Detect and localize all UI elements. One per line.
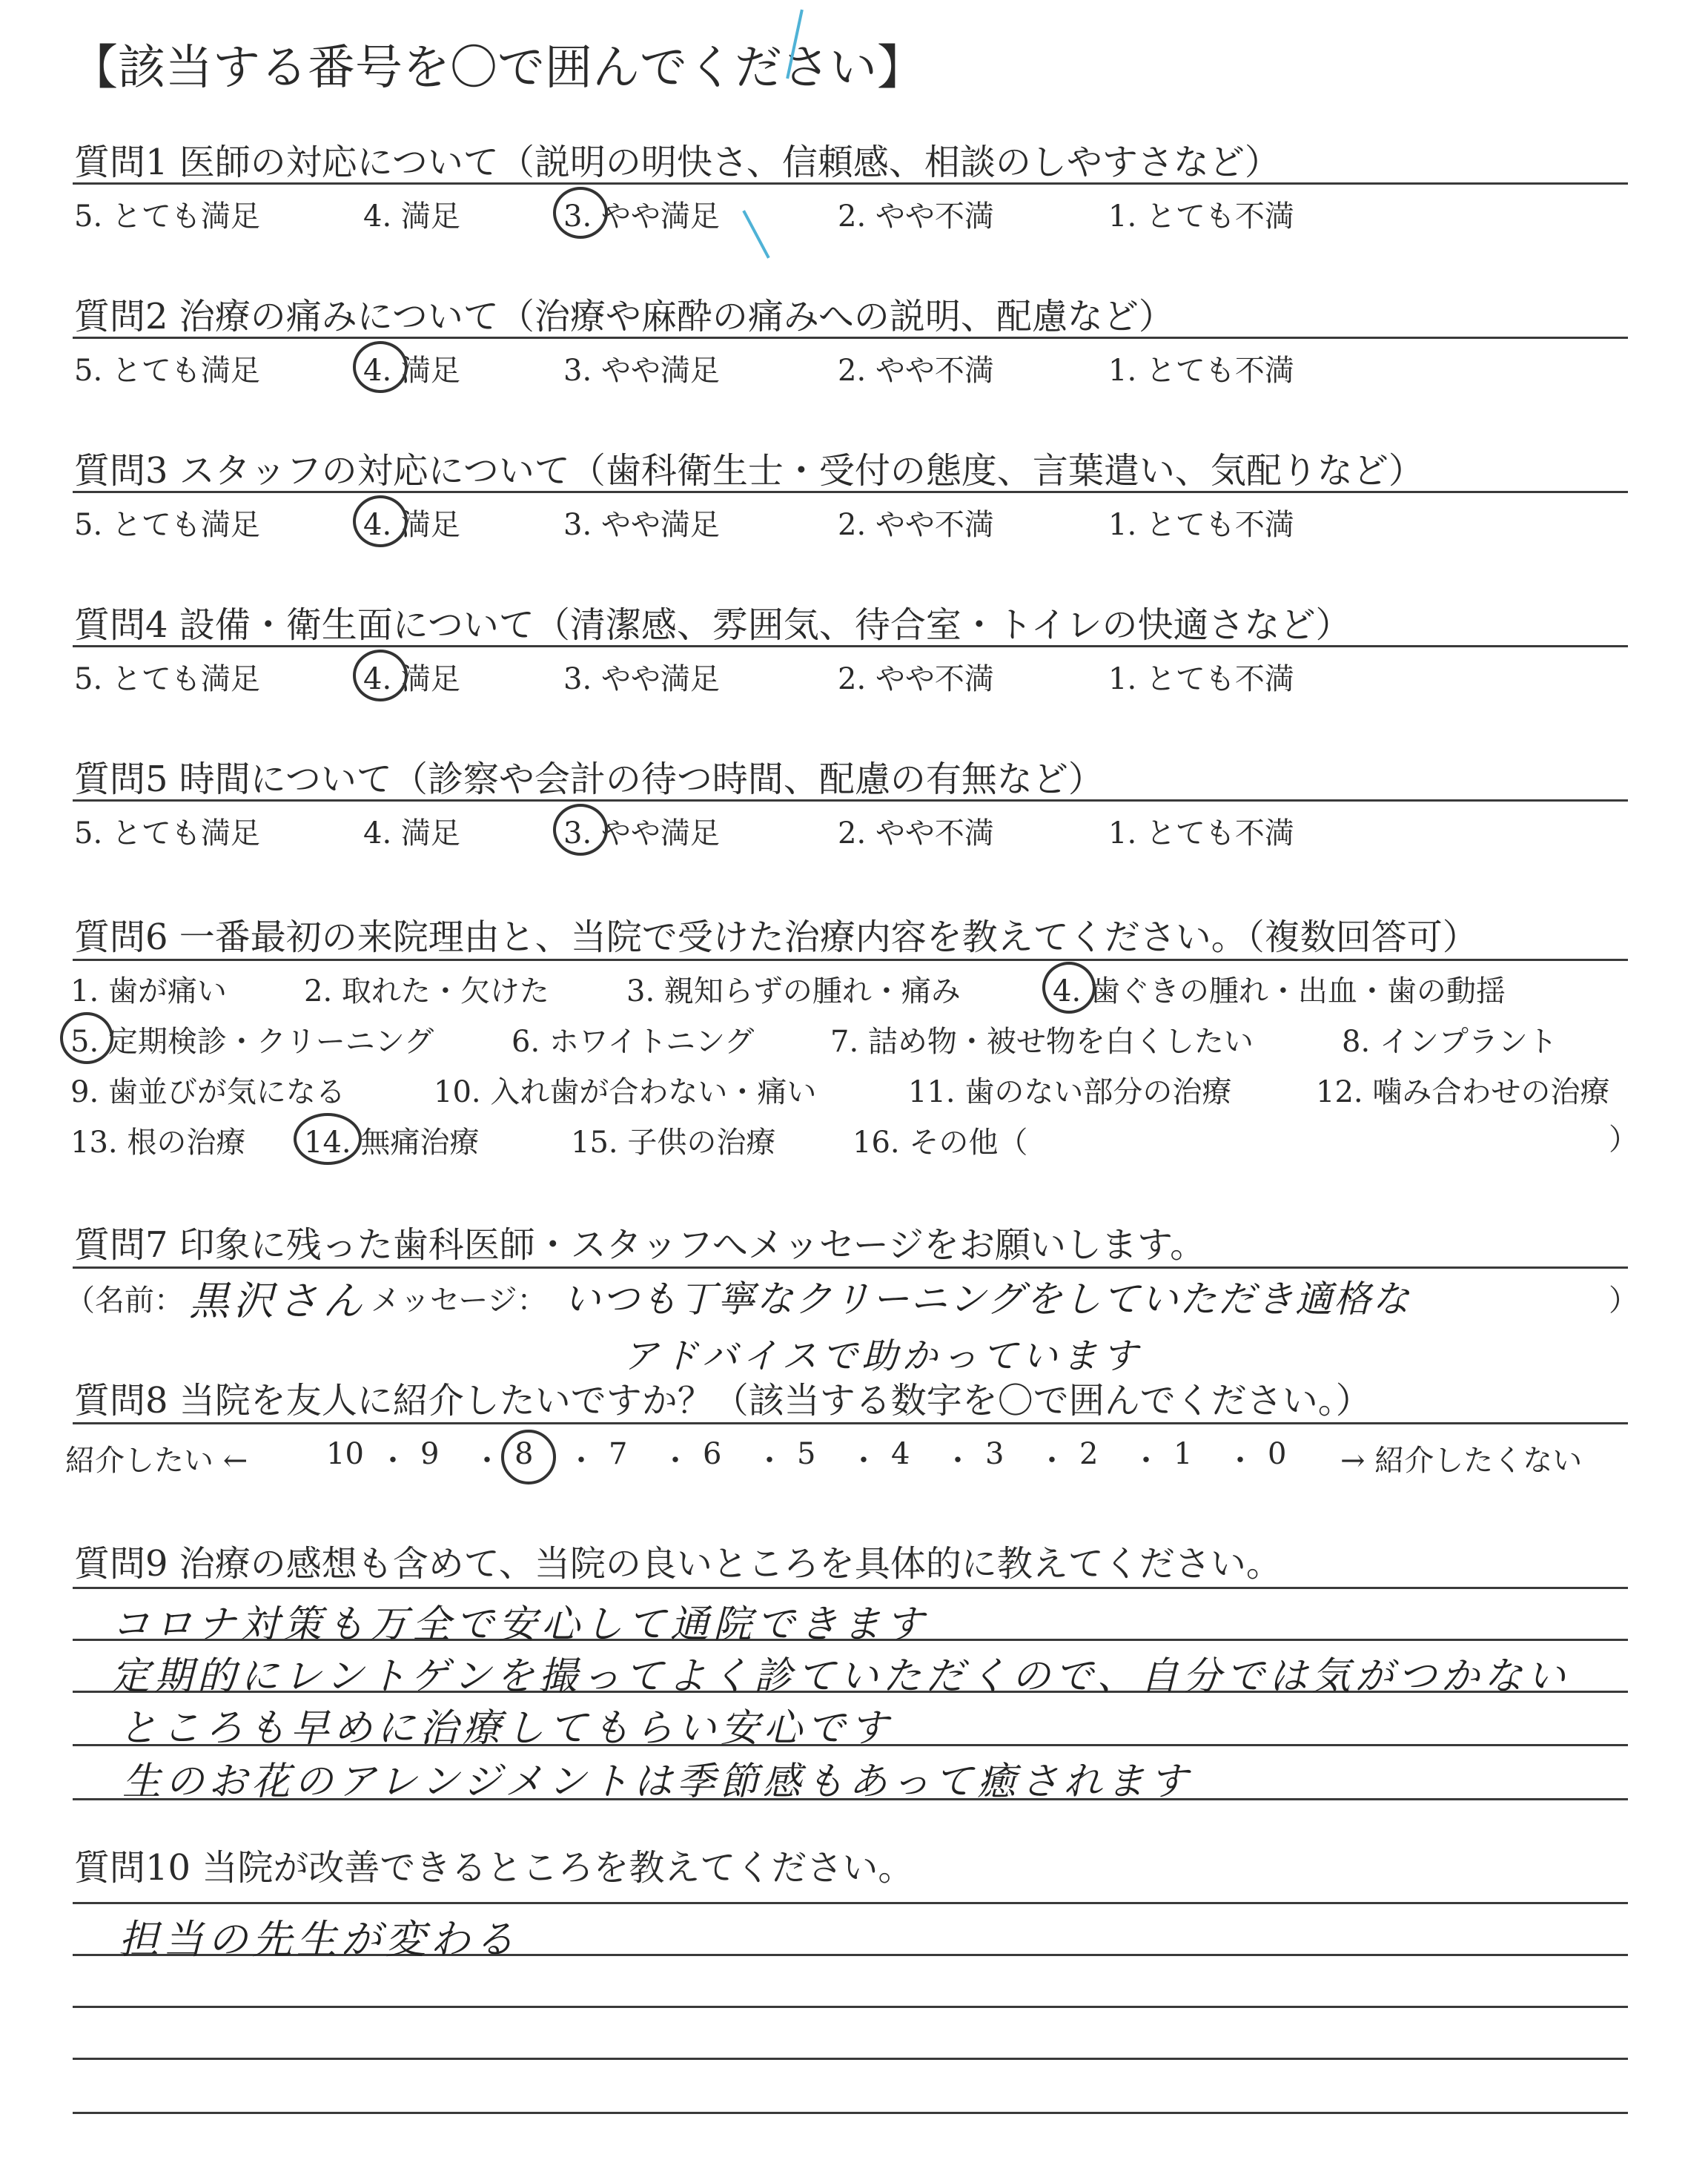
q3-option-2: 2. やや不満 [838, 508, 994, 542]
q4-rule [73, 645, 1628, 647]
q9-answer-handwritten: 生のお花のアレンジメントは季節感もあって癒されます [122, 1760, 1193, 1804]
q10-rule [73, 1902, 1628, 1904]
q8-scale-dot: ・ [1037, 1444, 1067, 1478]
q8-scale-dot: ・ [661, 1444, 690, 1478]
q10-rule [73, 2058, 1628, 2060]
q5-option-2: 2. やや不満 [838, 816, 994, 851]
q10-rule [73, 2006, 1628, 2008]
q6-circle-mark [60, 1012, 113, 1064]
q6-option: 13. 根の治療 [70, 1126, 246, 1160]
blue-pen-mark-2 [742, 210, 769, 258]
q10-rule [73, 2112, 1628, 2114]
page-title: 【該当する番号を〇で囲んでください】 [70, 41, 924, 96]
q8-title: 質問8 当院を友人に紹介したいですか？（該当する数字を〇で囲んでください。） [74, 1380, 1371, 1421]
q4-circle-mark [353, 650, 408, 701]
q8-scale-number: 4 [891, 1437, 910, 1471]
q6-option: 9. 歯並びが気になる [70, 1075, 345, 1109]
q6-option: 4. 歯ぐきの腫れ・出血・歯の動揺 [1053, 974, 1506, 1008]
q5-rule [73, 799, 1628, 802]
q8-scale-number: 10 [326, 1437, 364, 1471]
q7-message-line1: いつも丁寧なクリーニングをしていただき適格な [563, 1278, 1411, 1321]
q6-option: 16. その他（ [853, 1126, 1028, 1160]
q8-scale-dot: ・ [472, 1444, 502, 1478]
q7-message-label: メッセージ： [371, 1284, 547, 1318]
q4-option-1: 1. とても不満 [1108, 662, 1294, 696]
q6-option: 12. 噛み合わせの治療 [1316, 1075, 1610, 1109]
q3-circle-mark [353, 495, 408, 547]
q9-answer-handwritten: コロナ対策も万全で安心して通院できます [111, 1602, 929, 1647]
q6-option: 1. 歯が痛い [70, 974, 227, 1008]
q6-option: 8. インプラント [1342, 1025, 1558, 1059]
q8-scale-dot: ・ [1225, 1444, 1255, 1478]
q9-title: 質問9 治療の感想も含めて、当院の良いところを具体的に教えてください。 [74, 1543, 1282, 1585]
q6-option: 10. 入れ歯が合わない・痛い [434, 1075, 817, 1109]
q4-option-4: 4. 満足 [363, 662, 460, 696]
q8-scale-number: 9 [420, 1437, 440, 1471]
q3-rule [73, 491, 1628, 493]
q6-option: 11. 歯のない部分の治療 [908, 1075, 1232, 1109]
q8-scale-number: 7 [609, 1437, 628, 1471]
q1-option-5: 5. とても満足 [74, 199, 260, 234]
q8-scale-number: 5 [797, 1437, 816, 1471]
q2-option-4: 4. 満足 [363, 354, 460, 388]
q1-circle-mark [553, 187, 608, 239]
q5-option-5: 5. とても満足 [74, 816, 260, 851]
q8-right-label: → 紹介したくない [1340, 1444, 1583, 1478]
q2-circle-mark [353, 341, 408, 393]
q8-scale-number: 0 [1268, 1437, 1287, 1471]
q9-rule [73, 1587, 1628, 1589]
q1-option-3: 3. やや満足 [563, 199, 720, 234]
q6-rule [73, 959, 1628, 961]
q2-title: 質問2 治療の痛みについて（治療や麻酔の痛みへの説明、配慮など） [74, 296, 1174, 337]
q5-option-4: 4. 満足 [363, 816, 460, 851]
q8-scale-number: 8 [514, 1437, 534, 1471]
q1-option-2: 2. やや不満 [838, 199, 994, 234]
q7-rule [73, 1266, 1628, 1269]
q6-circle-mark [1042, 962, 1096, 1014]
q6-option: 14. 無痛治療 [304, 1126, 480, 1160]
q4-option-3: 3. やや満足 [563, 662, 720, 696]
q10-title: 質問10 当院が改善できるところを教えてください。 [74, 1847, 914, 1889]
q7-close-paren: ） [1609, 1284, 1638, 1318]
q9-answer-handwritten: ところも早めに治療してもらい安心です [119, 1706, 893, 1751]
q8-scale-dot: ・ [943, 1444, 973, 1478]
q1-option-1: 1. とても不満 [1108, 199, 1294, 234]
q1-title: 質問1 医師の対応について（説明の明快さ、信頼感、相談のしやすさなど） [74, 142, 1280, 183]
q5-option-1: 1. とても不満 [1108, 816, 1294, 851]
q7-name-handwritten: 黒沢さん [189, 1278, 367, 1324]
q5-circle-mark [553, 804, 608, 856]
q4-option-5: 5. とても満足 [74, 662, 260, 696]
q10-answer-handwritten: 担当の先生が変わる [119, 1916, 519, 1963]
q8-scale-number: 1 [1174, 1437, 1193, 1471]
q3-option-5: 5. とても満足 [74, 508, 260, 542]
q6-title: 質問6 一番最初の来院理由と、当院で受けた治療内容を教えてください。（複数回答可） [74, 916, 1478, 958]
q1-option-4: 4. 満足 [363, 199, 460, 234]
q5-title: 質問5 時間について（診察や会計の待つ時間、配慮の有無など） [74, 759, 1104, 800]
q6-option: 5. 定期検診・クリーニング [70, 1025, 434, 1059]
q3-option-1: 1. とても不満 [1108, 508, 1294, 542]
q9-answer-handwritten: 定期的にレントゲンを撮ってよく診ていただくので、自分では気がつかない [111, 1654, 1570, 1699]
q8-rule [73, 1422, 1628, 1424]
q2-option-3: 3. やや満足 [563, 354, 720, 388]
q3-title: 質問3 スタッフの対応について（歯科衛生士・受付の態度、言葉遣い、気配りなど） [74, 450, 1424, 492]
q6-option: 2. 取れた・欠けた [304, 974, 549, 1008]
q2-option-1: 1. とても不満 [1108, 354, 1294, 388]
q2-option-5: 5. とても満足 [74, 354, 260, 388]
q8-scale-number: 2 [1079, 1437, 1099, 1471]
q6-option: 7. 詰め物・被せ物を白くしたい [830, 1025, 1254, 1059]
q4-title: 質問4 設備・衛生面について（清潔感、雰囲気、待合室・トイレの快適さなど） [74, 604, 1351, 646]
q8-scale-dot: ・ [566, 1444, 596, 1478]
q5-option-3: 3. やや満足 [563, 816, 720, 851]
q8-scale-number: 6 [703, 1437, 722, 1471]
q6-option: 3. 親知らずの腫れ・痛み [626, 974, 961, 1008]
q8-left-label: 紹介したい ← [65, 1444, 248, 1478]
q2-rule [73, 337, 1628, 339]
q3-option-4: 4. 満足 [363, 508, 460, 542]
q8-circle-mark [501, 1430, 556, 1484]
q8-scale-number: 3 [985, 1437, 1004, 1471]
q3-option-3: 3. やや満足 [563, 508, 720, 542]
q7-message-line2: アドバイスで助かっています [623, 1335, 1142, 1377]
q6-option: 15. 子供の治療 [571, 1126, 776, 1160]
q6-option: 6. ホワイトニング [512, 1025, 755, 1059]
q7-name-label: （名前： [65, 1284, 184, 1318]
q8-scale-dot: ・ [378, 1444, 408, 1478]
q4-option-2: 2. やや不満 [838, 662, 994, 696]
q7-title: 質問7 印象に残った歯科医師・スタッフへメッセージをお願いします。 [74, 1224, 1206, 1266]
q6-circle-mark [294, 1113, 362, 1165]
q8-scale-dot: ・ [755, 1444, 784, 1478]
q1-rule [73, 182, 1628, 185]
q8-scale-dot: ・ [849, 1444, 878, 1478]
q8-scale-dot: ・ [1131, 1444, 1161, 1478]
q6-close-paren: ） [1609, 1123, 1638, 1157]
q2-option-2: 2. やや不満 [838, 354, 994, 388]
